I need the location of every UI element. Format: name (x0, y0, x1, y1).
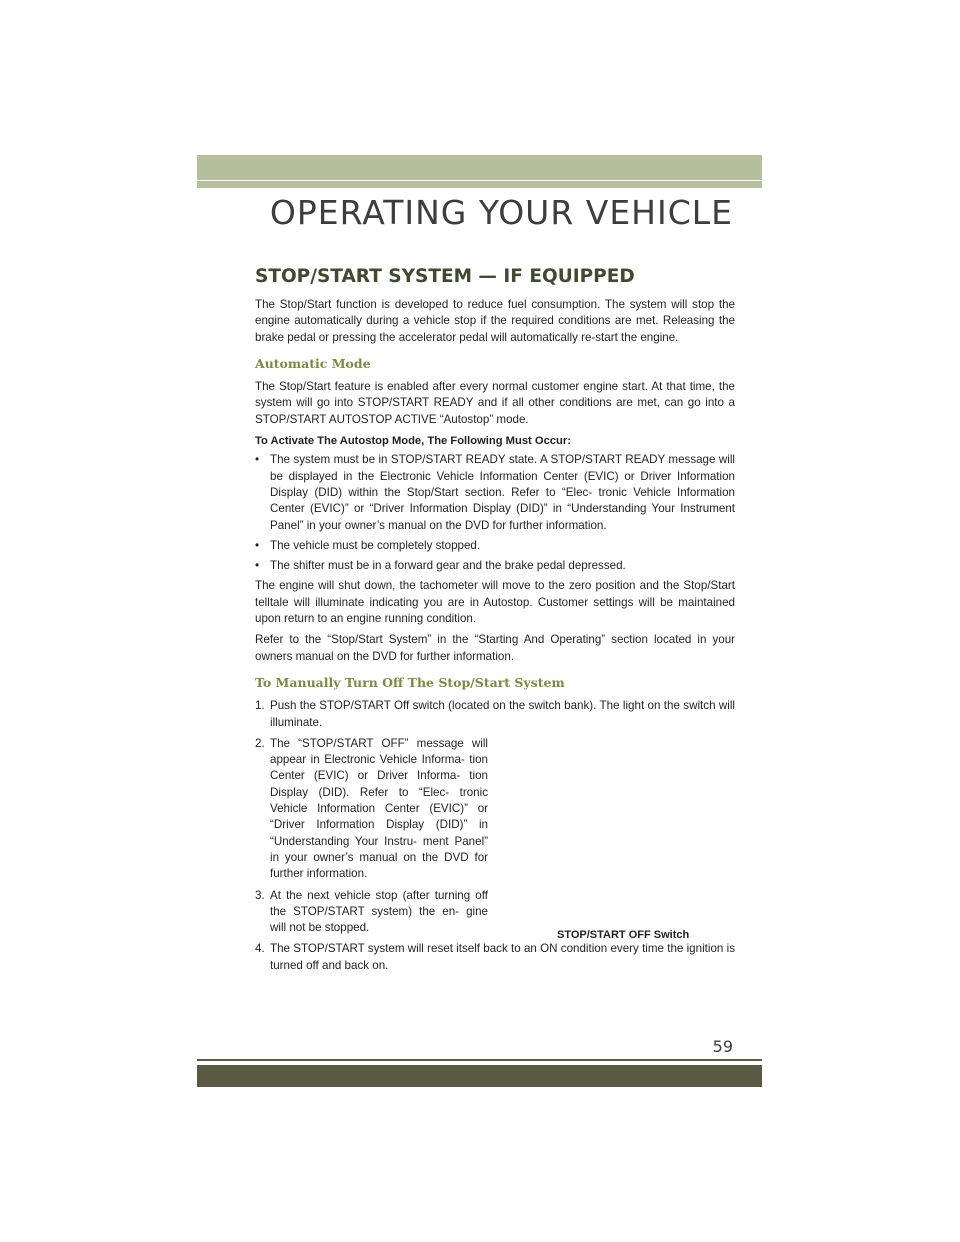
step-number: 3. (255, 888, 265, 902)
figure-caption: STOP/START OFF Switch (557, 929, 690, 941)
step-number: 4. (255, 942, 265, 956)
list-item: • The system must be in STOP/START READY state. A STOP/START READY message will be displayed in the Electronic Vehicle Information Center (EVIC) or Driver Information Display (DID) within the Stop/Start section. Refer to “Elec- tronic Vehicle Information Center (EVIC)” or “Driver Information Display (DID)” in “Understanding Your Instrument Panel” in your owner’s manual on the DVD for further information. (255, 452, 735, 533)
step-item (255, 736, 488, 883)
article-title: STOP/START SYSTEM — IF EQUIPPED (255, 266, 635, 287)
list-item: • The vehicle must be completely stopped. (255, 538, 735, 554)
footer-band (197, 1065, 762, 1087)
section-title: OPERATING YOUR VEHICLE (269, 193, 733, 232)
header-band-stripe (197, 181, 762, 188)
refer-paragraph: Refer to the “Stop/Start System” in the “Starting And Operating” section located in your owners manual on the DVD for further information. (255, 633, 735, 663)
step-item (255, 698, 735, 731)
step-item (255, 941, 735, 974)
step-text: The “STOP/START OFF” message will appear in Electronic Vehicle Informa- tion Center (EVIC) or Driver Informa- tion Display (DID). Refer to “Elec- tronic Vehicle Information Center (EVIC)” or “Driver Information Display (DID)” in “Understanding Your Instru- ment Panel” in your owner’s manual on the DVD for further information. (270, 736, 488, 881)
page-number: 59 (712, 1037, 733, 1056)
step-text: Push the STOP/START Off switch (located on the switch bank). The light on the switch will illuminate. (270, 699, 735, 729)
manual-off-heading: To Manually Turn Off The Stop/Start System (255, 674, 565, 690)
automatic-mode-paragraph: The Stop/Start feature is enabled after every normal customer engine start. At that time, the system will go into STOP/START READY and if all other conditions are met, can go into a STOP/START AUTOSTOP ACTIVE “Autostop” mode. (255, 380, 735, 426)
autostop-conditions-list (255, 452, 735, 574)
step-text: At the next vehicle stop (after turning off the STOP/START system) the en- gine will not be stopped. (270, 888, 488, 935)
list-item: • The shifter must be in a forward gear and the brake pedal depressed. (255, 558, 735, 574)
autostop-conditions-heading: To Activate The Autostop Mode, The Following Must Occur: (255, 435, 571, 448)
article (255, 265, 735, 979)
step-number: 1. (255, 699, 265, 713)
step-number: 2. (255, 736, 265, 750)
automatic-mode-heading: Automatic Mode (255, 355, 371, 371)
step-item (255, 888, 488, 937)
step-text: The STOP/START system will reset itself back to an ON condition every time the ignition is turned off and back on. (270, 942, 735, 972)
intro-paragraph: The Stop/Start function is developed to reduce fuel consumption. The system will stop the engine automatically during a vehicle stop if the required conditions are met. Releasing the brake pedal or pressing the accelerator pedal will automatically re-start the engine. (255, 298, 735, 344)
header-band (197, 155, 762, 180)
footer-rule (197, 1059, 762, 1061)
autostop-result-paragraph: The engine will shut down, the tachometer will move to the zero position and the Stop/Start telltale will illuminate indicating you are in Autostop. Customer settings will be maintained upon return to an engine running condition. (255, 579, 735, 626)
